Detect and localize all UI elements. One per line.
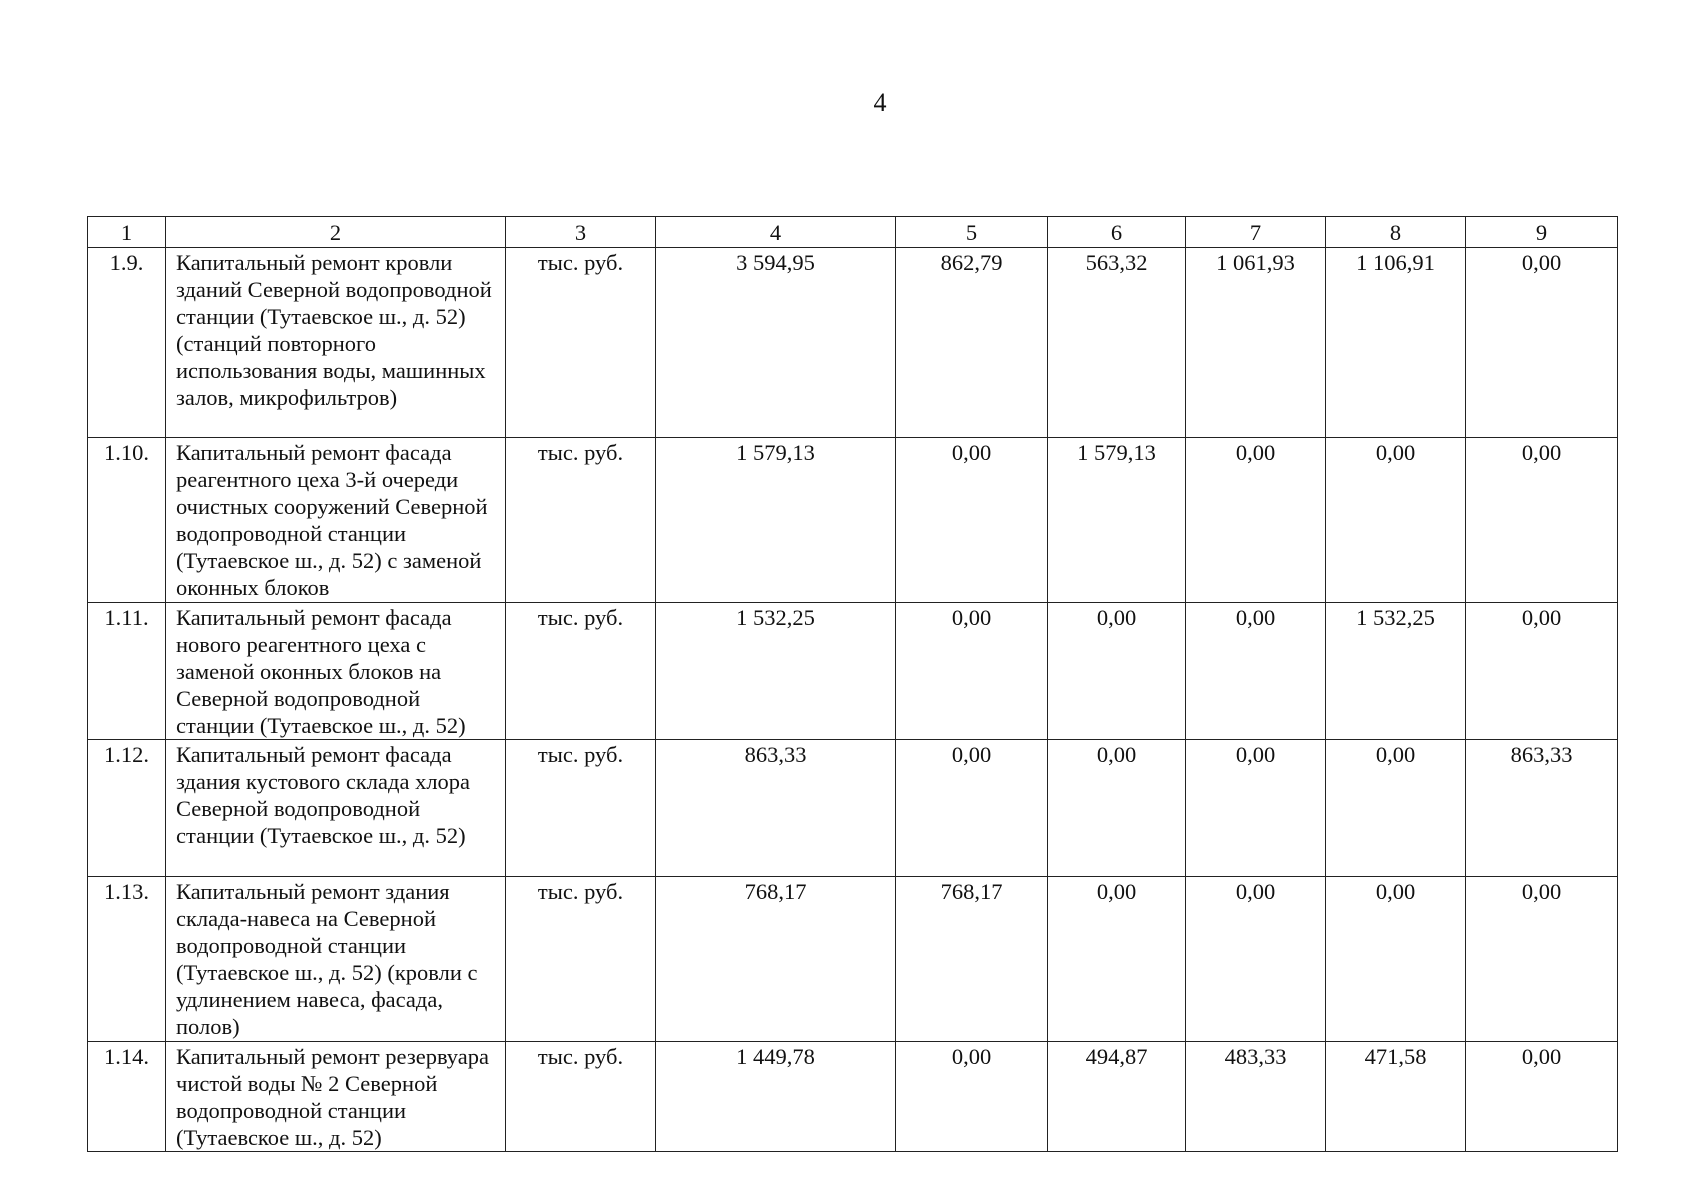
value-col6: 0,00 — [1048, 603, 1186, 740]
table-row — [88, 248, 1618, 438]
row-number: 1.12. — [88, 740, 166, 877]
column-header: 1 — [88, 217, 166, 248]
work-name: Капитальный ремонт фасада нового реагентного цеха с заменой оконных блоков на Северной водопроводной станции (Тутаевское ш., д. 52) — [166, 603, 506, 740]
value-col5: 0,00 — [896, 1042, 1048, 1152]
table-row — [88, 877, 1618, 1042]
value-total: 1 532,25 — [656, 603, 896, 740]
unit: тыс. руб. — [506, 438, 656, 603]
unit: тыс. руб. — [506, 877, 656, 1042]
work-name: Капитальный ремонт фасада реагентного цеха 3-й очереди очистных сооружений Северной водопроводной станции (Тутаевское ш., д. 52) с заменой оконных блоков — [166, 438, 506, 603]
value-col9: 0,00 — [1466, 248, 1618, 438]
value-col8: 0,00 — [1326, 740, 1466, 877]
unit: тыс. руб. — [506, 248, 656, 438]
value-col5: 862,79 — [896, 248, 1048, 438]
value-col8: 0,00 — [1326, 438, 1466, 603]
column-header: 9 — [1466, 217, 1618, 248]
unit: тыс. руб. — [506, 1042, 656, 1152]
header-row — [88, 217, 1618, 248]
work-name: Капитальный ремонт здания склада-навеса на Северной водопроводной станции (Тутаевское ш., д. 52) (кровли с удлинением навеса, фасада, полов) — [166, 877, 506, 1042]
value-col9: 0,00 — [1466, 877, 1618, 1042]
value-col6: 0,00 — [1048, 740, 1186, 877]
value-col6: 494,87 — [1048, 1042, 1186, 1152]
value-col9: 0,00 — [1466, 438, 1618, 603]
column-header: 5 — [896, 217, 1048, 248]
table-row — [88, 740, 1618, 877]
value-col6: 563,32 — [1048, 248, 1186, 438]
value-total: 768,17 — [656, 877, 896, 1042]
value-col9: 0,00 — [1466, 1042, 1618, 1152]
value-total: 3 594,95 — [656, 248, 896, 438]
value-col7: 1 061,93 — [1186, 248, 1326, 438]
value-col8: 1 106,91 — [1326, 248, 1466, 438]
column-header: 8 — [1326, 217, 1466, 248]
value-col7: 483,33 — [1186, 1042, 1326, 1152]
column-header: 7 — [1186, 217, 1326, 248]
value-total: 1 449,78 — [656, 1042, 896, 1152]
row-number: 1.9. — [88, 248, 166, 438]
page-number: 4 — [873, 88, 887, 117]
value-col7: 0,00 — [1186, 877, 1326, 1042]
value-col8: 0,00 — [1326, 877, 1466, 1042]
work-name: Капитальный ремонт кровли зданий Северной водопроводной станции (Тутаевское ш., д. 52) (станций повторного использования воды, машинных залов, микрофильтров) — [166, 248, 506, 438]
value-col9: 0,00 — [1466, 603, 1618, 740]
unit: тыс. руб. — [506, 603, 656, 740]
value-col7: 0,00 — [1186, 438, 1326, 603]
value-col8: 471,58 — [1326, 1042, 1466, 1152]
value-col5: 0,00 — [896, 603, 1048, 740]
work-name: Капитальный ремонт резервуара чистой воды № 2 Северной водопроводной станции (Тутаевское ш., д. 52) — [166, 1042, 506, 1152]
row-number: 1.14. — [88, 1042, 166, 1152]
value-col5: 0,00 — [896, 740, 1048, 877]
value-col9: 863,33 — [1466, 740, 1618, 877]
value-col7: 0,00 — [1186, 740, 1326, 877]
value-col8: 1 532,25 — [1326, 603, 1466, 740]
row-number: 1.10. — [88, 438, 166, 603]
value-col6: 0,00 — [1048, 877, 1186, 1042]
table-row — [88, 438, 1618, 603]
budget-table — [87, 216, 1618, 1152]
value-total: 863,33 — [656, 740, 896, 877]
column-header: 6 — [1048, 217, 1186, 248]
value-col5: 768,17 — [896, 877, 1048, 1042]
row-number: 1.11. — [88, 603, 166, 740]
column-header: 2 — [166, 217, 506, 248]
row-number: 1.13. — [88, 877, 166, 1042]
column-header: 4 — [656, 217, 896, 248]
table-row — [88, 1042, 1618, 1152]
value-col5: 0,00 — [896, 438, 1048, 603]
work-name: Капитальный ремонт фасада здания кустового склада хлора Северной водопроводной станции (Тутаевское ш., д. 52) — [166, 740, 506, 877]
value-col7: 0,00 — [1186, 603, 1326, 740]
unit: тыс. руб. — [506, 740, 656, 877]
value-total: 1 579,13 — [656, 438, 896, 603]
table-row — [88, 603, 1618, 740]
value-col6: 1 579,13 — [1048, 438, 1186, 603]
column-header: 3 — [506, 217, 656, 248]
